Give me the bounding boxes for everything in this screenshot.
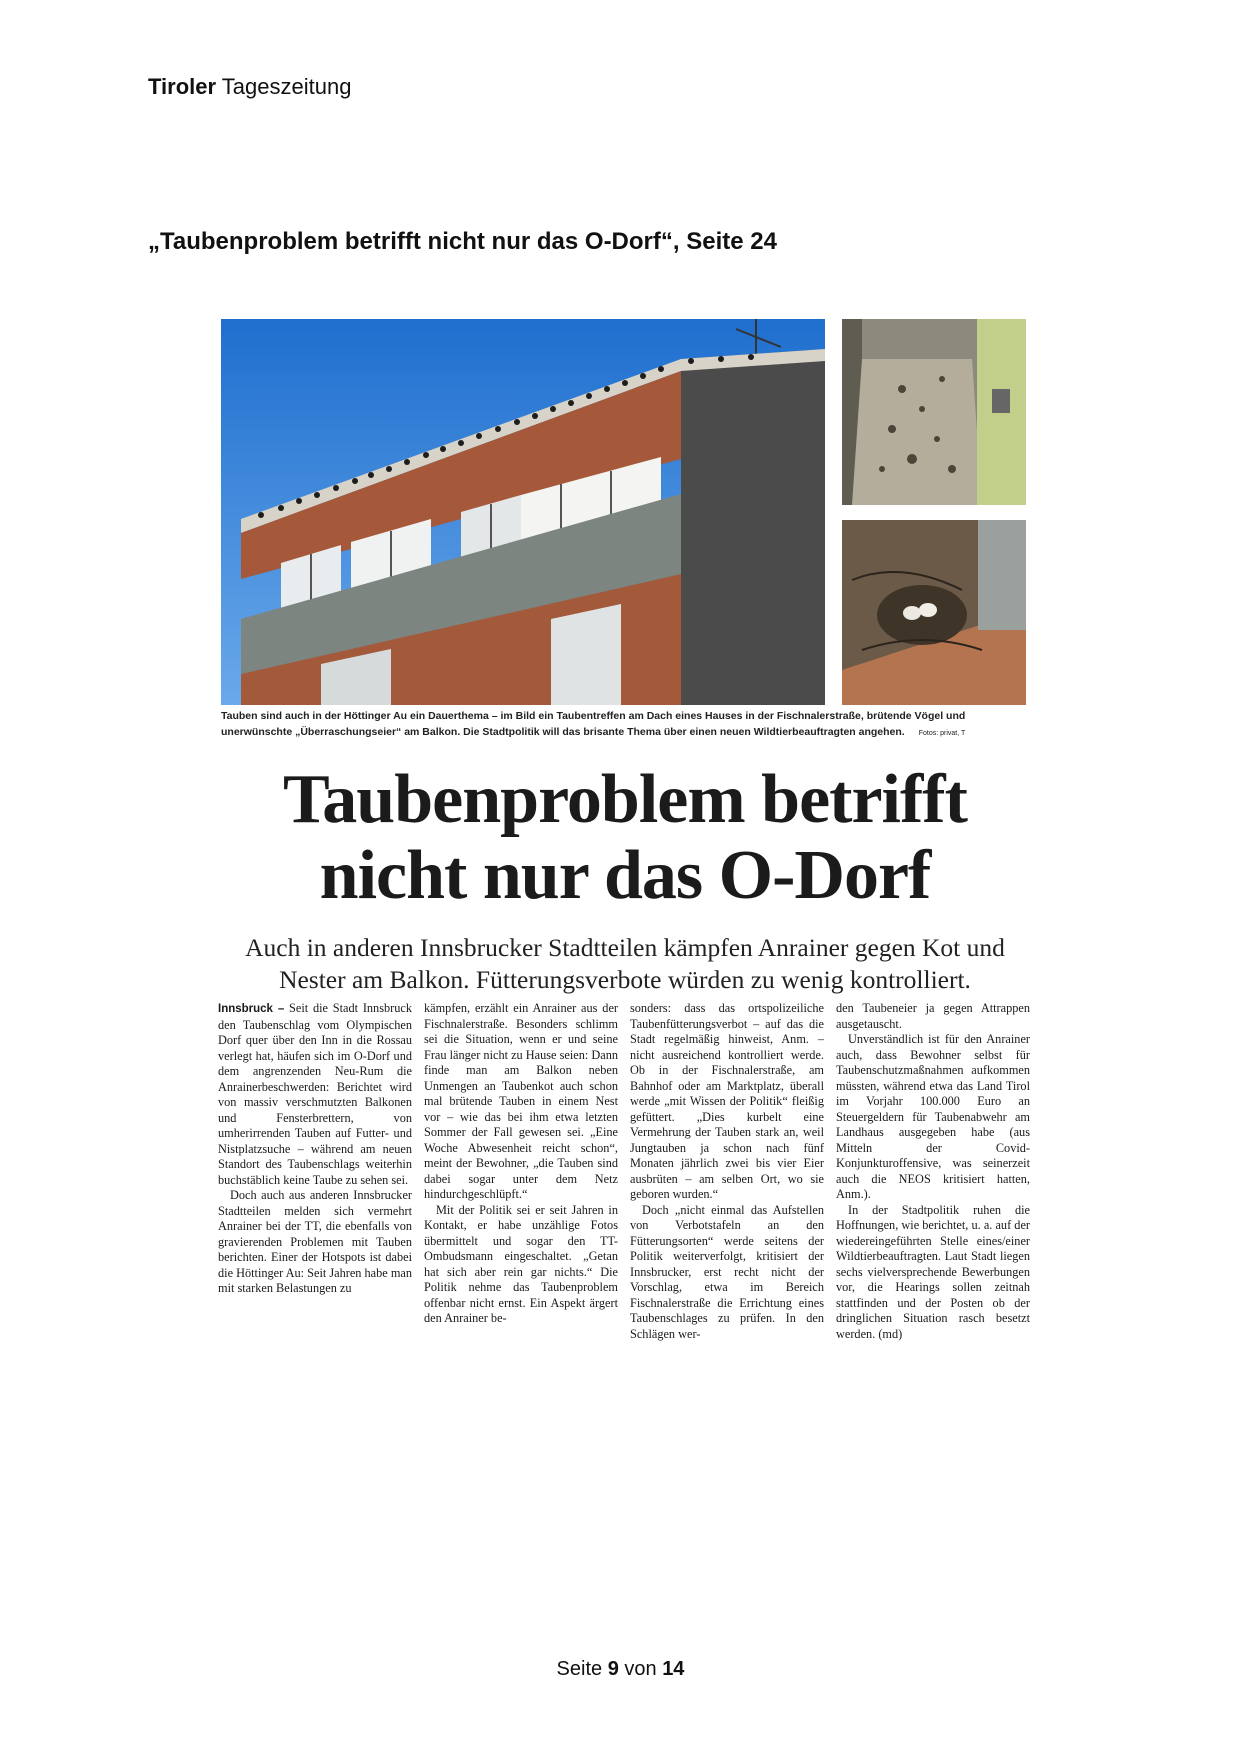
headline-line-2: nicht nur das O-Dorf bbox=[319, 837, 931, 914]
pigeon-nest-eggs-photo bbox=[842, 520, 1026, 705]
paragraph: den Taubeneier ja gegen Attrappen ausgetauscht. bbox=[836, 1001, 1030, 1031]
paragraph: kämpfen, erzählt ein Anrainer aus der Fischnalerstraße. Besonders schlimm sei die Situation, wenn er und seine Frau länger nicht zu Hause seien: Dann finde man am Balkon neben Unmengen an Taubenkot auch schon mal brütende Tauben in einem Nest vor – wie das bei ihm etwa letzten Sommer der Fall gewesen sei. „Eine Woche Abwesenheit reicht schon“, meint der Bewohner, „die Tauben sind dabei sogar unter dem Netz hindurchgeschlüpft.“ bbox=[424, 1001, 618, 1201]
paragraph: Doch „nicht einmal das Aufstellen von Verbotstafeln an den Fütterungsorten“ werde seitens der Politik weiterverfolgt, kritisiert der Innsbrucker, erst recht nicht der Vorschlag, etwa im Bereich Fischnalerstraße die Errichtung eines Taubenschlages zu prüfen. In den Schlägen wer- bbox=[630, 1202, 824, 1341]
total-pages: 14 bbox=[662, 1658, 685, 1680]
page-number bbox=[0, 1658, 1241, 1681]
paragraph: sonders: dass das ortspolizeiliche Taubenfütterungsverbot – auf das die Stadt regelmäßig hinweist, Anm. – nicht ausreichend kontrolliert werde. Ob in der Fischnalerstraße, am Bahnhof oder am Marktplatz, überall werde „mit Wissen der Politik“ fleißig gefüttert. „Dies kurbelt eine Vermehrung der Tauben stark an, weil Jungtauben ja schon nach fünf Monaten jährlich zwei bis vier Eier ausbrüten – am selben Ort, wo sie geboren wurden.“ bbox=[630, 1001, 824, 1201]
caption-line-2 bbox=[221, 724, 1029, 742]
building-with-pigeons-photo bbox=[221, 319, 825, 705]
paragraph: Unverständlich ist für den Anrainer auch, dass Bewohner selbst für Taubenschutzmaßnahmen aufkommen müssten, während etwa das Land Tirol im Vorjahr 100.000 Euro an Steuergeldern für Taubenabwehr am Landhaus ausgegeben habe (aus Mitteln der Covid-Konjunkturoffensive, was seinerzeit auch die NEOS kritisiert hatten, Anm.). bbox=[836, 1032, 1030, 1201]
photo-caption bbox=[221, 708, 1029, 742]
article-column-4 bbox=[836, 1001, 1030, 1342]
article-reference: „Taubenproblem betrifft nicht nur das O-Dorf“, Seite 24 bbox=[148, 228, 777, 255]
dateline: Innsbruck – bbox=[218, 1003, 285, 1015]
paragraph-text: Seit die Stadt Innsbruck den Taubenschlag vom Olympischen Dorf quer über den Inn in die Rossau verlegt hat, häufen sich im O-Dorf und dem angrenzenden Neu-Rum die Anrainerbeschwerden: Berichtet wird von massiv verschmutzten Balkonen und Fensterbrettern, von umherirrenden Tauben auf Futter- und Nistplatzsuche – während am neuen Standort des Taubenschlags weiterhin buchstäblich keine Taube zu sehen sei. bbox=[218, 1001, 412, 1187]
caption-line-1: Tauben sind auch in der Höttinger Au ein Dauerthema – im Bild ein Taubentreffen am Dach eines Hauses in der Fischnalerstraße, brütende Vögel und bbox=[221, 710, 966, 722]
article-column-3 bbox=[630, 1001, 824, 1342]
article-column-2 bbox=[424, 1001, 618, 1342]
article-column-1 bbox=[218, 1001, 412, 1342]
paragraph: Doch auch aus anderen Innsbrucker Stadtteilen melden sich vermehrt Anrainer bei der TT, die ebenfalls von gravierenden Problemen mit Tauben berichten. Einer der Hotspots ist dabei die Höttinger Au: Seit Jahren habe man mit starken Belastungen zu bbox=[218, 1188, 412, 1295]
caption-line-2-text: unerwünschte „Überraschungseier“ am Balkon. Die Stadtpolitik will das brisante Thema über einen neuen Wildtierbeauftragten angehen. bbox=[221, 726, 905, 738]
current-page: 9 bbox=[607, 1658, 619, 1680]
publication-name bbox=[148, 74, 351, 100]
article-headline bbox=[221, 762, 1029, 914]
balcony-droppings-photo bbox=[842, 319, 1026, 505]
article-subheadline: Auch in anderen Innsbrucker Stadtteilen kämpfen Anrainer gegen Kot und Nester am Balkon. Fütterungsverbote würden zu wenig kontrolliert. bbox=[245, 933, 1005, 994]
article-body bbox=[218, 1001, 1030, 1342]
photo-credit: Fotos: privat, T bbox=[918, 730, 966, 737]
page-prefix: Seite bbox=[556, 1658, 608, 1680]
paragraph: In der Stadtpolitik ruhen die Hoffnungen, wie berichtet, u. a. auf der wiedereingeführten Stelle eines/einer Wildtierbeauftragten. Laut Stadt liegen sechs vielversprechende Bewerbungen vor, die Hearings sollen zeitnah stattfinden und der Posten ob der dringlichen Situation rasch besetzt werden. (md) bbox=[836, 1202, 1030, 1341]
headline-line-1: Taubenproblem betrifft bbox=[283, 761, 967, 838]
page-middle: von bbox=[618, 1658, 663, 1680]
publication-name-rest: Tageszeitung bbox=[216, 74, 352, 99]
publication-name-bold: Tiroler bbox=[148, 74, 217, 99]
paragraph bbox=[218, 1001, 412, 1188]
paragraph: Mit der Politik sei er seit Jahren in Kontakt, er habe unzählige Fotos übermittelt und sogar den TT-Ombudsmann eingeschaltet. „Getan hat sich aber rein gar nichts.“ Die Politik nehme das Taubenproblem offenbar nicht ernst. Ein Aspekt ärgert den Anrainer be- bbox=[424, 1202, 618, 1325]
